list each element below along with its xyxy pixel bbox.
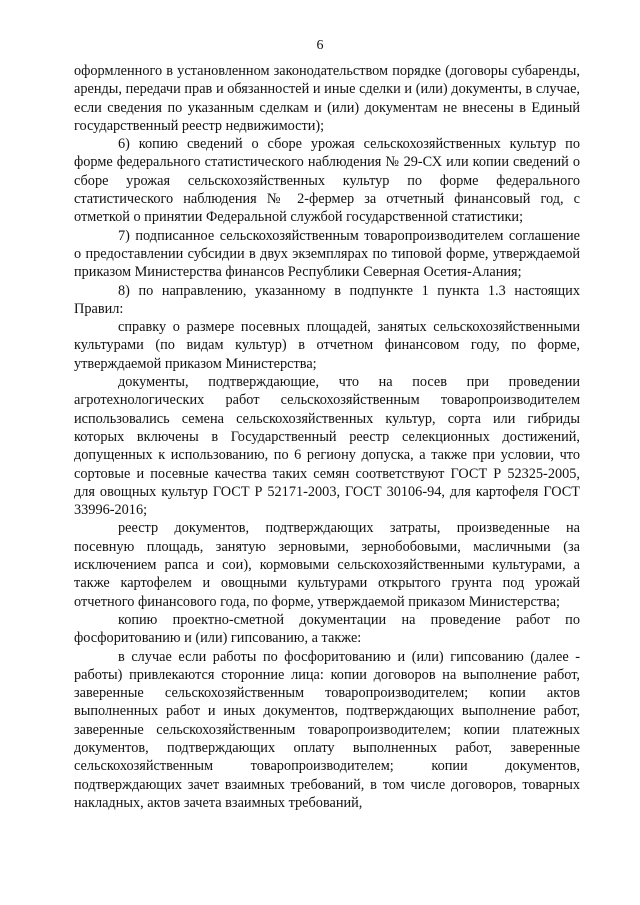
- paragraph-design-documentation: копию проектно-сметной документации на проведение работ по фосфоритованию и (или) гипсованию, а также:: [74, 611, 580, 647]
- page-number: 6: [316, 38, 324, 53]
- paragraph-item-7: 7) подписанное сельскохозяйственным товаропроизводителем соглашение о предоставлении субсидии в двух экземплярах по типовой форме, утверждаемой приказом Министерства финансов Республики Северная Осетия-Алания;: [74, 227, 580, 281]
- paragraph-item-8: 8) по направлению, указанному в подпункте 1 пункта 1.3 настоящих Правил:: [74, 282, 580, 317]
- paragraph-cost-register: реестр документов, подтверждающих затраты, произведенные на посевную площадь, занятую зерновыми, зернобобовыми, масличными (за исключением рапса и сои), кормовыми сельскохозяйственными культурами, а также картофелем и овощными культурами открытого грунта под урожай отчетного финансового года, по форме, утверждаемой приказом Министерства;: [74, 520, 580, 610]
- paragraph-area-certificate: справку о размере посевных площадей, занятых сельскохозяйственными культурами (по видам культур) в отчетном финансовом году, по форме, утверждаемой приказом Министерства;: [74, 319, 580, 372]
- paragraph-third-party-works: в случае если работы по фосфоритованию и (или) гипсованию (далее - работы) привлекаются сторонние лица: копии договоров на выполнение работ, заверенные сельскохозяйственным товаропроизводителем; копии актов выполненных работ и иных документов, подтверждающих выполнение работ, заверенные сельскохозяйственным товаропроизводителем; копии платежных документов, подтверждающих оплату выполненных работ, заверенные сельскохозяйственным товаропроизводителем; копии документов, подтверждающих зачет взаимных требований, в том числе договоров, товарных накладных, актов зачета взаимных требований,: [74, 648, 580, 811]
- paragraph-item-6: 6) копию сведений о сборе урожая сельскохозяйственных культур по форме федерального статистического наблюдения № 29-СХ или копии сведений о сборе урожая сельскохозяйственных культур по форме федерального статистического наблюдения № 2-фермер за отчетный финансовый год, с отметкой о принятии Федеральной службой государственной статистики;: [74, 136, 580, 226]
- paragraph-seed-documents: документы, подтверждающие, что на посев при проведении агротехнологических работ сельскохозяйственным товаропроизводителем использовались семена сельскохозяйственных культур, сорта или гибриды которых включены в Государственный реестр селекционных достижений, допущенных к использованию, по 6 региону допуска, а также при условии, что сортовые и посевные качества таких семян соответствуют ГОСТ Р 52325-2005, для овощных культур ГОСТ Р 52171-2003, ГОСТ 30106-94, для картофеля ГОСТ 33996-2016;: [74, 374, 580, 519]
- paragraph-continuation: оформленного в установленном законодательством порядке (договоры субаренды, аренды, передачи прав и обязанностей и иные сделки и (или) документы, в случае, если сведения по указанным сделкам и (или) документам не внесены в Единый государственный реестр недвижимости);: [74, 63, 580, 134]
- document-body: [74, 62, 580, 812]
